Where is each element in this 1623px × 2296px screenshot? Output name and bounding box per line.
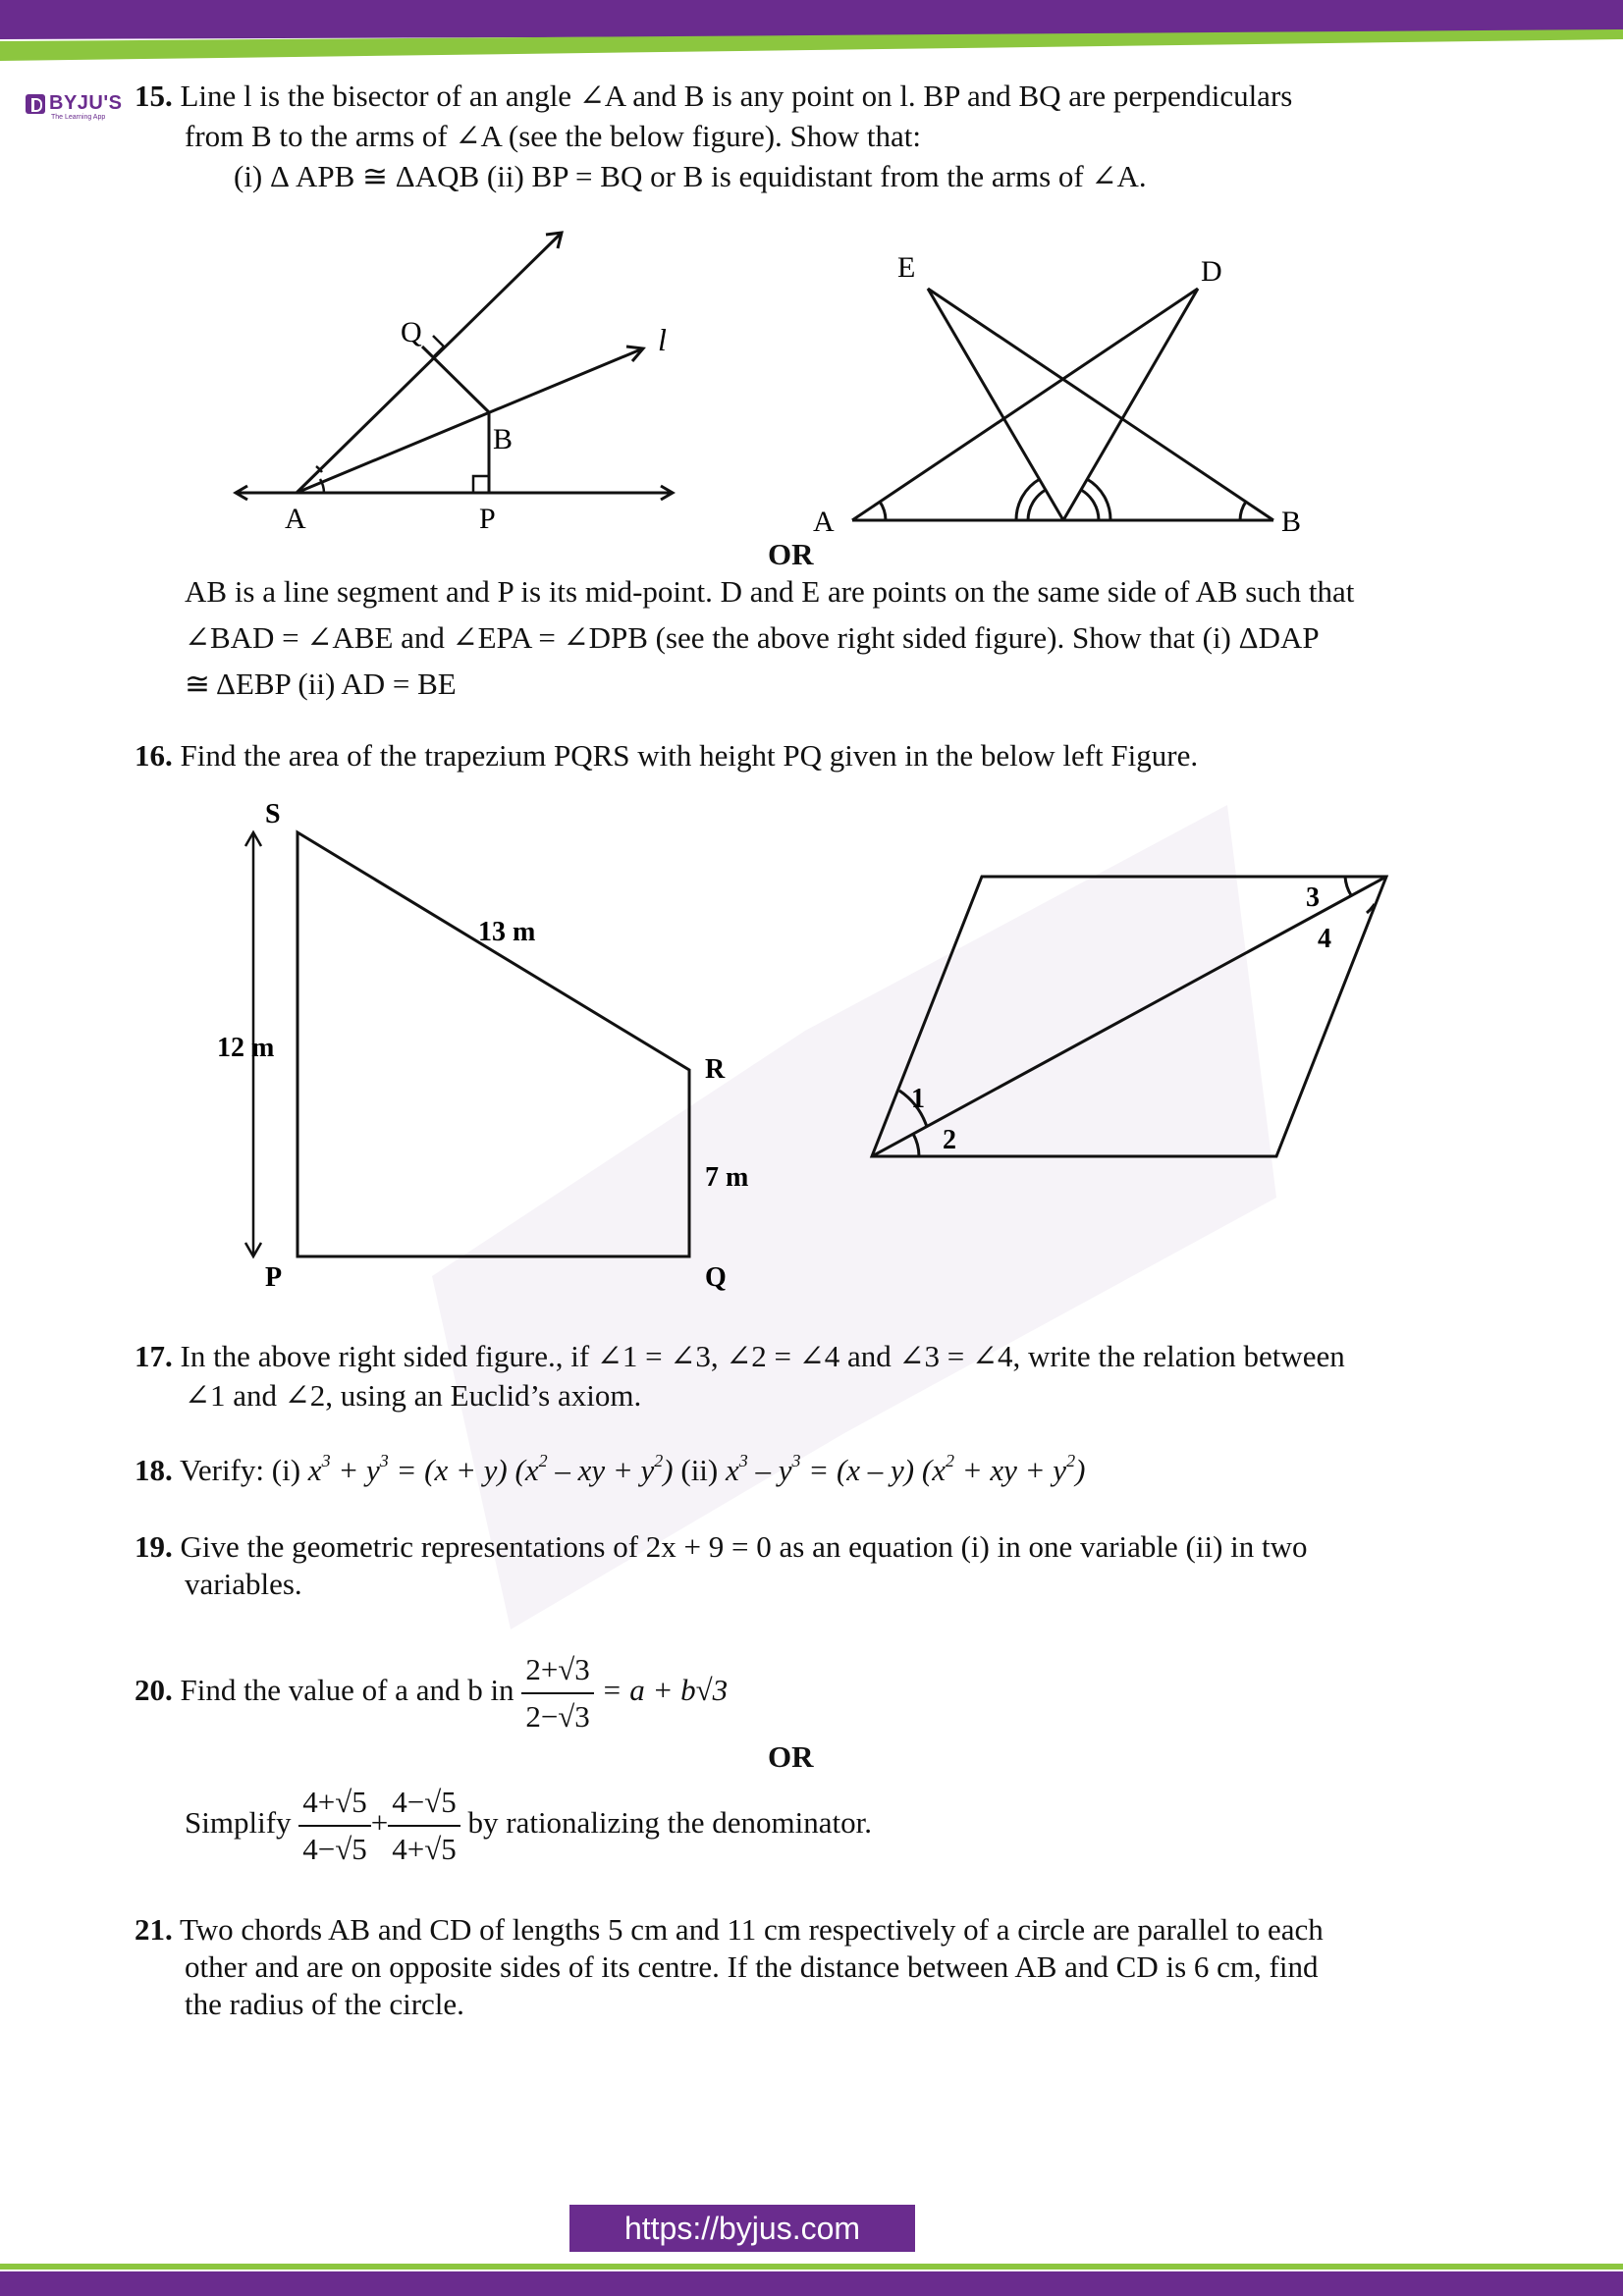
label-l: l xyxy=(658,322,667,357)
label-side: 7 m xyxy=(705,1162,749,1193)
label-A: A xyxy=(285,503,306,535)
q15-line1 xyxy=(135,77,1292,116)
q20-fraction xyxy=(521,1649,594,1737)
q15-triangles-figure xyxy=(805,243,1325,543)
q20-f2-num: 4−√5 xyxy=(388,1782,460,1827)
q15-alt-line1: AB is a line segment and P is its mid-point. D and E are points on the same side of AB such that xyxy=(185,574,1355,609)
q15-number: 15. xyxy=(135,79,173,113)
q20-simplify: Simplify xyxy=(185,1805,292,1841)
segment-DP xyxy=(1063,289,1198,520)
label-S: S xyxy=(265,799,281,829)
q18-part-ii: (ii) xyxy=(680,1453,719,1487)
q15-text-1: Line l is the bisector of an angle ∠A and B is any point on l. BP and BQ are perpendiculars xyxy=(180,79,1293,113)
q21-line2: other and are on opposite sides of its centre. If the distance between AB and CD is 6 cm, find xyxy=(185,1949,1319,1984)
q18-number: 18. xyxy=(135,1453,173,1487)
footer-url[interactable]: https://byjus.com xyxy=(623,2211,861,2246)
q15-line3: (i) Δ APB ≅ ΔAQB (ii) BP = BQ or B is equidistant from the arms of ∠A. xyxy=(234,159,1147,193)
q16-trapezium-figure xyxy=(211,799,781,1294)
q20-frac2 xyxy=(388,1782,460,1870)
angle-3: 3 xyxy=(1306,882,1320,913)
diagonal xyxy=(872,877,1386,1156)
footer-band xyxy=(0,2264,1623,2296)
q18-identity-1: $x^3 + y^3 = (x + y)$ ($x^2$ – xy + $y^2$) xyxy=(307,1451,674,1487)
label-B2: B xyxy=(1281,506,1302,538)
q18-identity-2: $x^3 - y^3 = (x - y) (x^2$ + xy + $y^2$) xyxy=(726,1451,1086,1487)
q15-bisector-figure xyxy=(226,221,687,545)
label-slant: 13 m xyxy=(478,917,536,947)
label-Q3: Q xyxy=(705,1262,727,1293)
q18-prefix: Verify: (i) xyxy=(179,1453,301,1487)
label-E: E xyxy=(897,251,916,284)
q20-plus: + xyxy=(370,1805,389,1841)
q15-or: OR xyxy=(768,537,814,571)
label-A2: A xyxy=(813,506,835,538)
q17-text-1: In the above right sided figure., if ∠1 = ∠3, ∠2 = ∠4 and ∠3 = ∠4, write the relation between xyxy=(180,1339,1345,1373)
q17-line1 xyxy=(135,1337,1345,1376)
q20-f1-den: 4−√5 xyxy=(302,1832,367,1866)
angle-1: 1 xyxy=(911,1084,925,1114)
q20-line xyxy=(135,1649,728,1737)
bisector-l xyxy=(297,348,643,493)
q16-text: Find the area of the trapezium PQRS with height PQ given in the below left Figure. xyxy=(180,738,1199,773)
label-B: B xyxy=(493,423,514,455)
q20-number: 20. xyxy=(135,1673,173,1708)
label-D: D xyxy=(1201,255,1222,288)
q20-f1-num: 4+√5 xyxy=(298,1782,371,1827)
q20-f2-den: 4+√5 xyxy=(392,1832,457,1866)
angle-2: 2 xyxy=(943,1125,956,1155)
q20-frac1 xyxy=(298,1782,371,1870)
logo-tagline: The Learning App xyxy=(51,114,106,121)
byjus-logo-mark xyxy=(26,94,45,114)
q19-line2: variables. xyxy=(185,1567,302,1601)
q16-line xyxy=(135,736,1198,775)
q15-alt-line2: ∠BAD = ∠ABE and ∠EPA = ∠DPB (see the above right sided figure). Show that (i) ΔDAP xyxy=(185,620,1320,655)
q20-text: Find the value of a and b in xyxy=(180,1673,514,1708)
angle-4: 4 xyxy=(1318,924,1331,954)
q15-line2: from B to the arms of ∠A (see the below figure). Show that: xyxy=(185,119,922,153)
q20-suffix: by rationalizing the denominator. xyxy=(467,1805,873,1841)
q17-number: 17. xyxy=(135,1339,173,1373)
segment-AD xyxy=(852,289,1198,520)
segment-EP xyxy=(928,289,1063,520)
segment-BE xyxy=(928,289,1273,520)
q21-text-1: Two chords AB and CD of lengths 5 cm and 11 cm respectively of a circle are parallel to each xyxy=(179,1912,1324,1947)
q19-number: 19. xyxy=(135,1529,173,1564)
q18-line xyxy=(135,1451,1085,1490)
q20-rhs: = a + b√3 xyxy=(601,1673,729,1708)
arm-upper xyxy=(297,233,562,493)
q17-line2: ∠1 and ∠2, using an Euclid’s axiom. xyxy=(185,1378,642,1413)
q15-alt-line3: ≅ ΔEBP (ii) AD = BE xyxy=(185,667,457,701)
trapezium-PQRS xyxy=(298,832,689,1256)
q20-simplify-line xyxy=(185,1782,872,1870)
q20-or: OR xyxy=(768,1739,814,1774)
header-band xyxy=(0,0,1623,61)
q21-number: 21. xyxy=(135,1912,173,1947)
q20-frac-den: 2−√3 xyxy=(525,1699,590,1734)
footer-url-box[interactable] xyxy=(569,2205,915,2252)
q20-frac-num: 2+√3 xyxy=(521,1649,594,1694)
byjus-logo xyxy=(26,90,124,124)
label-Q: Q xyxy=(401,316,422,348)
q21-line3: the radius of the circle. xyxy=(185,1987,464,2021)
label-height: 12 m xyxy=(217,1033,275,1063)
q16-number: 16. xyxy=(135,738,173,773)
label-R: R xyxy=(705,1054,726,1085)
q21-line1 xyxy=(135,1910,1324,1949)
q17-parallelogram-figure xyxy=(864,864,1394,1168)
label-P: P xyxy=(479,503,496,535)
q19-line1 xyxy=(135,1527,1308,1567)
logo-text: BYJU'S xyxy=(49,92,123,114)
label-P3: P xyxy=(265,1262,283,1293)
q19-text-1: Give the geometric representations of 2x + 9 = 0 as an equation (i) in one variable (ii) in two xyxy=(180,1529,1308,1564)
